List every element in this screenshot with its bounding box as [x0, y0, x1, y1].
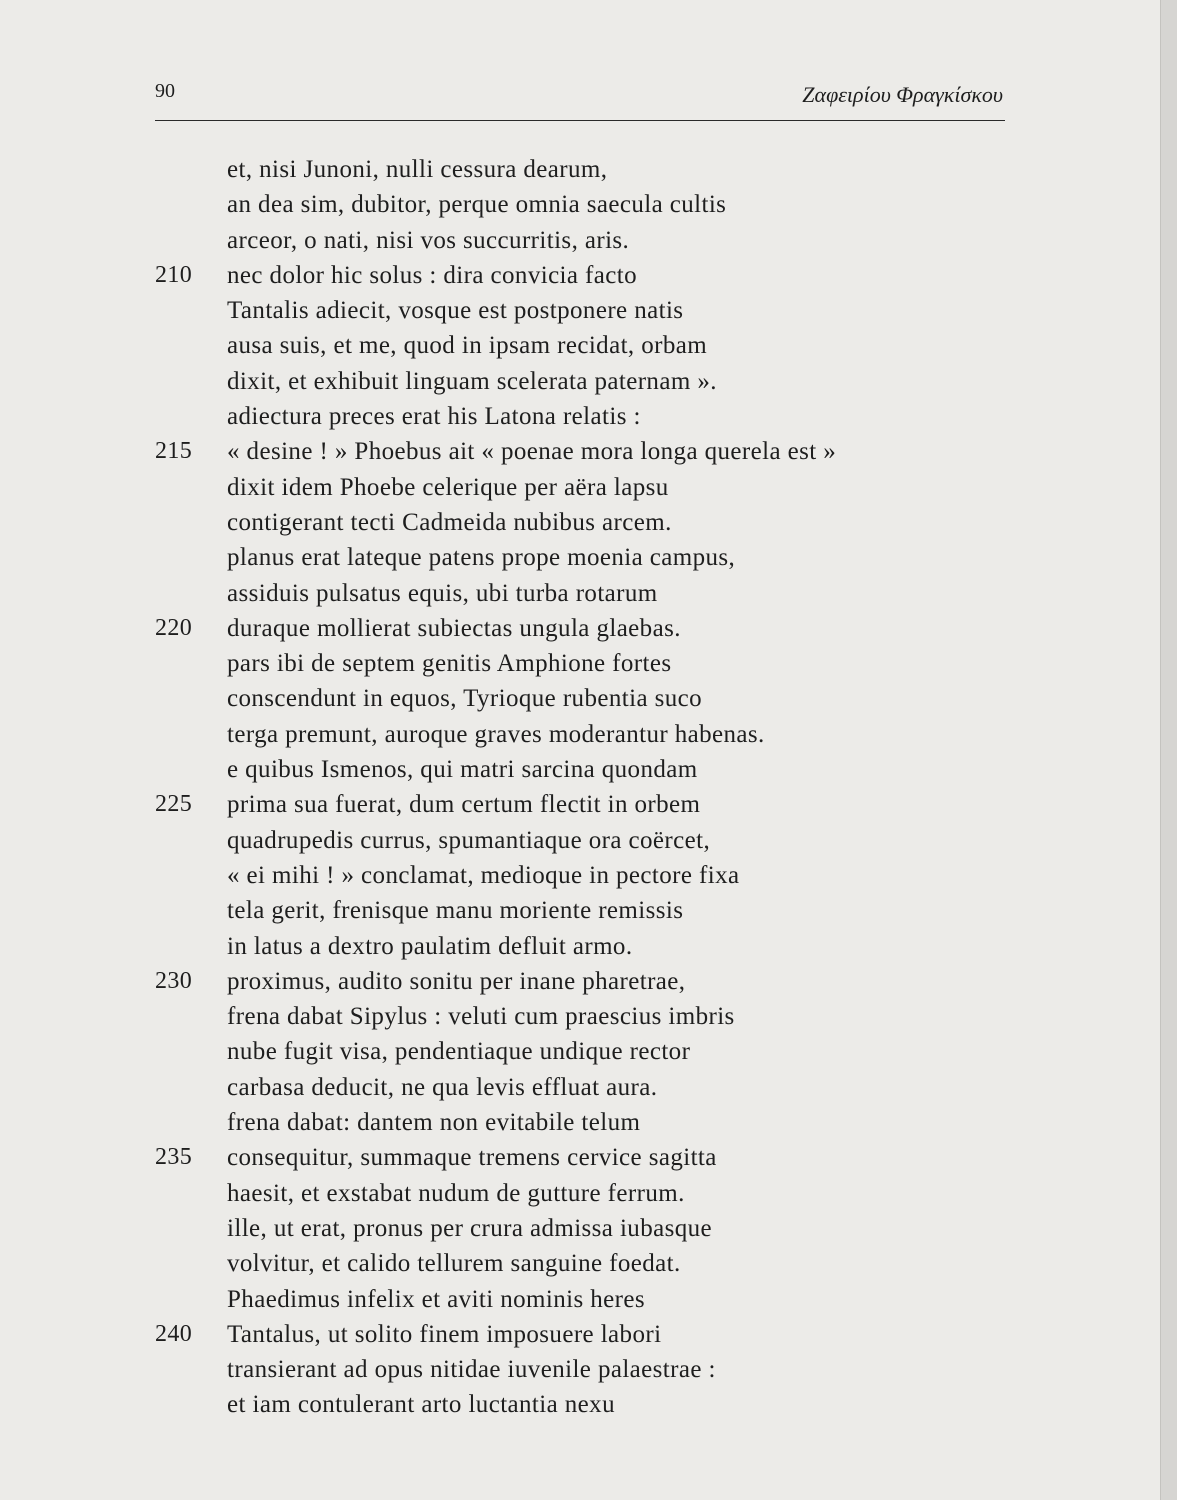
- verse-text: nube fugit visa, pendentiaque undique rector: [227, 1038, 691, 1066]
- verse-text: an dea sim, dubitor, perque omnia saecula cultis: [227, 191, 727, 219]
- verse-text: haesit, et exstabat nudum de gutture ferrum.: [227, 1179, 685, 1207]
- verse-line: [155, 1140, 1005, 1175]
- verse-line: [155, 576, 1005, 611]
- verse-text: « desine ! » Phoebus ait « poenae mora longa querela est »: [227, 438, 837, 466]
- verse-line: [155, 505, 1005, 540]
- verse-line: [155, 1211, 1005, 1246]
- verse-number: 210: [155, 261, 193, 288]
- verse-text: dixit, et exhibuit linguam scelerata paternam ».: [227, 367, 717, 395]
- verse-number: 215: [155, 438, 193, 465]
- verse-text: terga premunt, auroque graves moderantur habenas.: [227, 720, 765, 748]
- verse-line: [155, 787, 1005, 822]
- verse-text: tela gerit, frenisque manu moriente remissis: [227, 897, 684, 925]
- verse-number: 235: [155, 1144, 193, 1171]
- verse-line: [155, 858, 1005, 893]
- verse-text: ille, ut erat, pronus per crura admissa iubasque: [227, 1214, 713, 1242]
- verse-text: arceor, o nati, nisi vos succurritis, aris.: [227, 226, 630, 254]
- verse-text: et, nisi Junoni, nulli cessura dearum,: [227, 156, 608, 183]
- verse-line: [155, 293, 1005, 328]
- verse-line: [155, 152, 1005, 187]
- verse-line: [155, 1176, 1005, 1211]
- verse-line: [155, 999, 1005, 1034]
- verse-line: [155, 1105, 1005, 1140]
- verse-line: [155, 223, 1005, 258]
- verse-line: [155, 1317, 1005, 1352]
- verse-text: dixit idem Phoebe celerique per aëra lapsu: [227, 473, 669, 501]
- verse-text: duraque mollierat subiectas ungula glaebas.: [227, 614, 681, 642]
- verse-line: [155, 364, 1005, 399]
- verse-text: Phaedimus infelix et aviti nominis heres: [227, 1285, 646, 1313]
- verse-text: in latus a dextro paulatim defluit armo.: [227, 932, 633, 960]
- verse-text: pars ibi de septem genitis Amphione fortes: [227, 650, 672, 678]
- verse-line: [155, 258, 1005, 293]
- verse-text: « ei mihi ! » conclamat, medioque in pectore fixa: [227, 861, 740, 889]
- verse-number: 220: [155, 614, 193, 641]
- verse-text: Tantalis adiecit, vosque est postponere natis: [227, 297, 684, 325]
- verse-line: [155, 399, 1005, 434]
- verse-line: [155, 434, 1005, 469]
- verse-line: [155, 893, 1005, 928]
- verse-line: [155, 1387, 1005, 1422]
- page-header: [155, 78, 1005, 121]
- verse-text: assiduis pulsatus equis, ubi turba rotarum: [227, 579, 658, 607]
- verse-line: [155, 646, 1005, 681]
- verse-number: 240: [155, 1320, 193, 1347]
- verse-line: [155, 187, 1005, 222]
- verse-text: nec dolor hic solus : dira convicia facto: [227, 261, 638, 289]
- verse-text: contigerant tecti Cadmeida nubibus arcem.: [227, 508, 672, 536]
- verse-line: [155, 540, 1005, 575]
- verse-line: [155, 752, 1005, 787]
- verse-text: proximus, audito sonitu per inane pharetrae,: [227, 967, 686, 995]
- verse-text: e quibus Ismenos, qui matri sarcina quondam: [227, 756, 698, 784]
- verse-line: [155, 328, 1005, 363]
- verse-number: 230: [155, 967, 193, 994]
- verse-text: prima sua fuerat, dum certum flectit in orbem: [227, 791, 701, 819]
- verse-text: carbasa deducit, ne qua levis effluat aura.: [227, 1073, 658, 1101]
- verse-text: conscendunt in equos, Tyrioque rubentia suco: [227, 685, 703, 713]
- verse-line: [155, 929, 1005, 964]
- verse-line: [155, 823, 1005, 858]
- verse-text: Tantalus, ut solito finem imposuere labori: [227, 1320, 662, 1348]
- verse-text: transierant ad opus nitidae iuvenile palaestrae :: [227, 1356, 716, 1384]
- verse-text: consequitur, summaque tremens cervice sagitta: [227, 1144, 717, 1172]
- verse-line: [155, 717, 1005, 752]
- verse-line: [155, 1034, 1005, 1069]
- verse-line: [155, 470, 1005, 505]
- verse-line: [155, 964, 1005, 999]
- verse-text: frena dabat Sipylus : veluti cum praescius imbris: [227, 1003, 735, 1031]
- verse-text: planus erat lateque patens prope moenia campus,: [227, 544, 736, 572]
- verse-text: volvitur, et calido tellurem sanguine foedat.: [227, 1250, 681, 1278]
- running-head: Ζαφειρίου Φραγκίσκου: [802, 82, 1003, 107]
- verse-number: 225: [155, 791, 193, 818]
- verse-line: [155, 1246, 1005, 1281]
- poem-text: [155, 152, 1005, 1423]
- verse-text: frena dabat: dantem non evitabile telum: [227, 1109, 641, 1137]
- verse-line: [155, 1352, 1005, 1387]
- verse-text: adiectura preces erat his Latona relatis :: [227, 403, 641, 431]
- facing-page-edge: [1160, 0, 1177, 1500]
- verse-line: [155, 1282, 1005, 1317]
- verse-text: quadrupedis currus, spumantiaque ora coërcet,: [227, 826, 711, 854]
- verse-text: ausa suis, et me, quod in ipsam recidat, orbam: [227, 332, 708, 360]
- page-number: 90: [155, 80, 175, 102]
- verse-line: [155, 611, 1005, 646]
- verse-line: [155, 681, 1005, 716]
- verse-line: [155, 1070, 1005, 1105]
- verse-text: et iam contulerant arto luctantia nexu: [227, 1391, 615, 1419]
